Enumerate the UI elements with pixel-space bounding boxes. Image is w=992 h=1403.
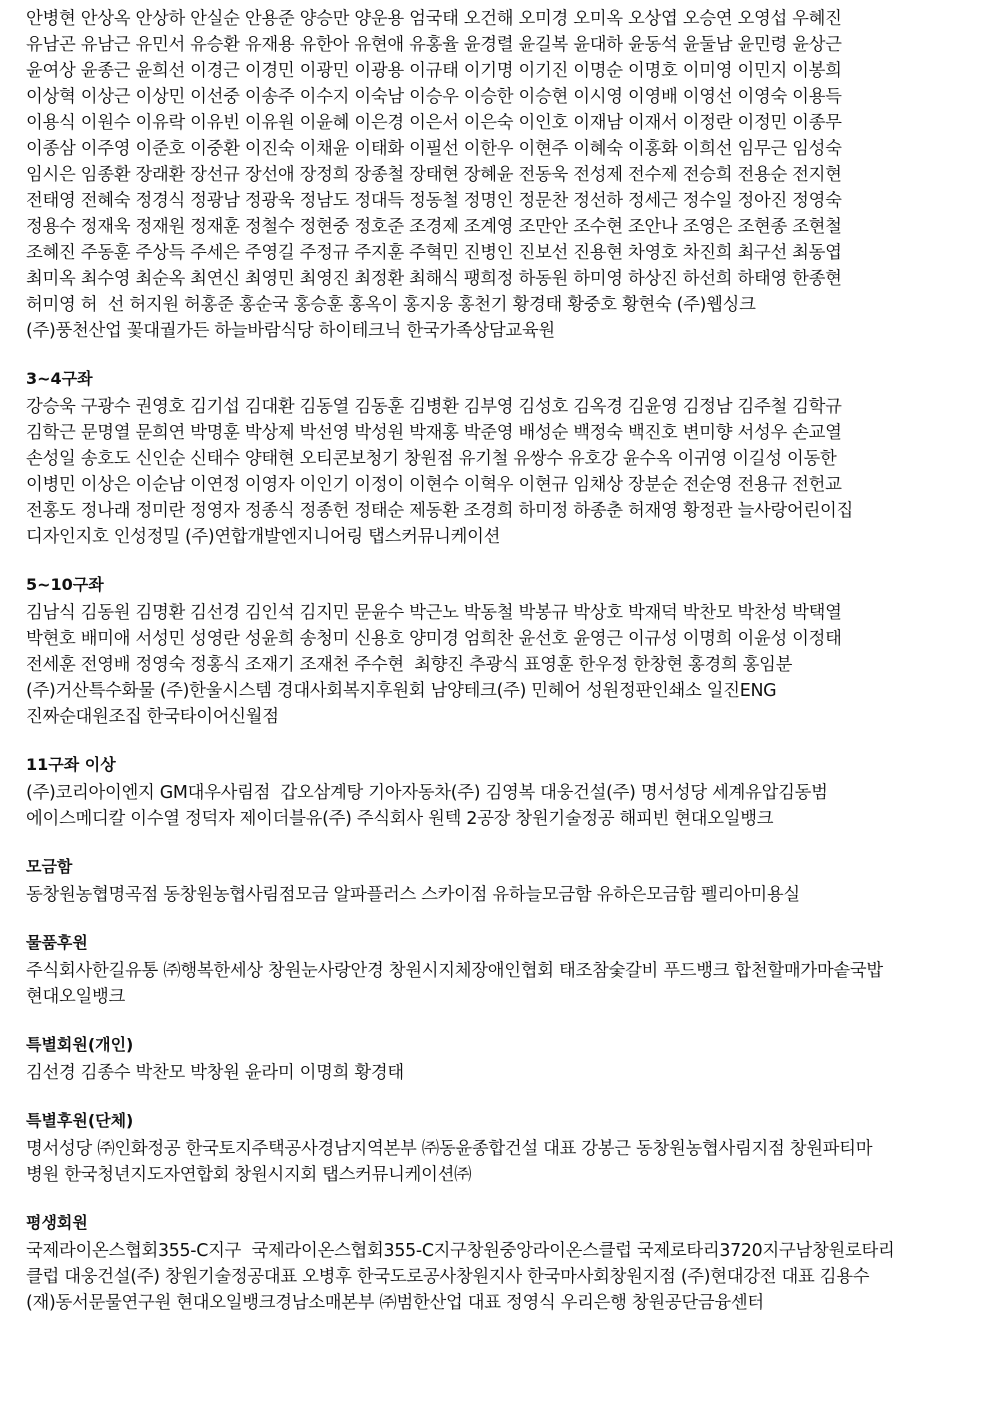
section-heading: 특별후원(단체) [26,1111,134,1130]
name-line: 전세훈 전영배 정영숙 정홍식 조재기 조재천 주수현 최향진 추광식 표영훈 한우정 한창현 홍경희 홍임분 [26,655,793,675]
name-line: 국제라이온스협회355-C지구 국제라이온스협회355-C지구창원중앙라이온스클럽 국제로타리3720지구남창원로타리 [26,1241,895,1261]
name-lines [26,394,970,550]
section-heading: 모금함 [26,857,73,876]
name-lines [26,6,970,344]
name-line: (재)동서문물연구원 현대오일뱅크경남소매본부 ㈜범한산업 대표 정영식 우리은행 창원공단금융센터 [26,1293,764,1313]
name-line: 박현호 배미애 서성민 성영란 성윤희 송청미 신용호 양미경 엄희찬 윤선호 윤영근 이규성 이명희 이윤성 이정태 [26,629,842,649]
section-lifetime-members [26,1210,970,1316]
name-line: 이종삼 이주영 이준호 이중환 이진숙 이채윤 이태화 이필선 이한우 이현주 이혜숙 이홍화 이희선 임무근 임성숙 [26,139,842,159]
section-3-4 [26,366,970,550]
section-heading: 5~10구좌 [26,575,104,594]
name-line: 임시은 임종환 장래환 장선규 장선애 장정희 장종철 장태현 장혜윤 전동욱 전성제 전수제 전승희 전용순 전지현 [26,165,842,185]
name-line: 최미옥 최수영 최순옥 최연신 최영민 최영진 최정환 최해식 팽희정 하동원 하미영 하상진 하선희 하태영 한종현 [26,269,842,289]
section-heading: 물품후원 [26,933,88,952]
name-line: 병원 한국청년지도자연합회 창원시지회 탭스커뮤니케이션㈜ [26,1165,472,1185]
name-lines [26,1136,970,1188]
section-heading: 평생회원 [26,1213,88,1232]
section-special-group [26,1108,970,1188]
section-intro [26,6,970,344]
name-line: 클럽 대웅건설(주) 창원기술정공대표 오병후 한국도로공사창원지사 한국마사회창원지점 (주)현대강전 대표 김용수 [26,1267,870,1287]
name-line: 정용수 정재욱 정재원 정재훈 정철수 정현중 정호준 조경제 조계영 조만안 조수현 조안나 조영은 조현종 조현철 [26,217,842,237]
name-line: 현대오일뱅크 [26,987,125,1007]
section-donation-box [26,854,970,908]
name-line: 김학근 문명열 문희연 박명훈 박상제 박선영 박성원 박재홍 박준영 배성순 백정숙 백진호 변미향 서성우 손교열 [26,423,842,443]
name-line: (주)풍천산업 꽃대궐가든 하늘바람식당 하이테크닉 한국가족상담교육원 [26,321,555,341]
name-line: 안병현 안상옥 안상하 안실순 안용준 양승만 양운용 엄국태 오건해 오미경 오미옥 오상엽 오승연 오영섭 우혜진 [26,9,842,29]
name-line: 강승욱 구광수 권영호 김기섭 김대환 김동열 김동훈 김병환 김부영 김성호 김옥경 김윤영 김정남 김주철 김학규 [26,397,842,417]
name-line: 전태영 전혜숙 정경식 정광남 정광욱 정남도 정대득 정동철 정명인 정문찬 정선하 정세근 정수일 정아진 정영숙 [26,191,842,211]
name-line: 이상혁 이상근 이상민 이선중 이송주 이수지 이숙남 이승우 이승한 이승현 이시영 이영배 이영선 이영숙 이용득 [26,87,842,107]
name-lines [26,780,970,832]
name-line: 에이스메디칼 이수열 정덕자 제이더블유(주) 주식회사 원텍 2공장 창원기술정공 해피빈 현대오일뱅크 [26,809,774,829]
section-11-plus [26,752,970,832]
name-line: 명서성당 ㈜인화정공 한국토지주택공사경남지역본부 ㈜동윤종합건설 대표 강봉근 동창원농협사림지점 창원파티마 [26,1139,873,1159]
name-line: 손성일 송호도 신인순 신태수 양태현 오티콘보청기 창원점 유기철 유쌍수 유호강 윤수옥 이귀영 이길성 이동한 [26,449,837,469]
name-line: 유남곤 유남근 유민서 유승환 유재용 유한아 유현애 유홍율 윤경렬 윤길복 윤대하 윤동석 윤둘남 윤민령 윤상근 [26,35,842,55]
section-5-10 [26,572,970,730]
name-lines [26,1060,970,1086]
name-line: 이병민 이상은 이순남 이연정 이영자 이인기 이정이 이현수 이혁우 이현규 임채상 장분순 전순영 전용규 전헌교 [26,475,842,495]
name-line: 이용식 이원수 이유락 이유빈 이유원 이윤혜 이은경 이은서 이은숙 이인호 이재남 이재서 이정란 이정민 이종무 [26,113,842,133]
name-line: 주식회사한길유통 ㈜행복한세상 창원눈사랑안경 창원시지체장애인협회 태조참숯갈비 푸드뱅크 합천할매가마솥국밥 [26,961,883,981]
section-heading: 3~4구좌 [26,369,93,388]
name-line: (주)거산특수화물 (주)한울시스템 경대사회복지후원회 남양테크(주) 민헤어 성원정판인쇄소 일진ENG [26,681,777,701]
section-heading: 특별회원(개인) [26,1035,134,1054]
name-line: 전홍도 정나래 정미란 정영자 정종식 정종헌 정태순 제동환 조경희 하미정 하종춘 허재영 황정관 늘사랑어린이집 [26,501,853,521]
name-line: 동창원농협명곡점 동창원농협사림점모금 알파플러스 스카이점 유하늘모금함 유하은모금함 펠리아미용실 [26,885,800,905]
name-line: 조혜진 주동훈 주상득 주세은 주영길 주정규 주지훈 주혁민 진병인 진보선 진용현 차영호 차진희 최구선 최동엽 [26,243,842,263]
name-line: 허미영 허 선 허지원 허홍준 홍순국 홍승훈 홍옥이 홍지웅 홍천기 황경태 황중호 황현숙 (주)웹싱크 [26,295,756,315]
section-heading: 11구좌 이상 [26,755,116,774]
name-line: (주)코리아이엔지 GM대우사림점 갑오삼계탕 기아자동차(주) 김영복 대웅건설(주) 명서성당 세계유압김동범 [26,783,828,803]
name-line: 윤여상 윤종근 윤희선 이경근 이경민 이광민 이광용 이규태 이기명 이기진 이명순 이명호 이미영 이민지 이봉희 [26,61,842,81]
name-lines [26,882,970,908]
name-lines [26,600,970,730]
section-goods-donation [26,930,970,1010]
name-line: 진짜순대원조집 한국타이어신월점 [26,707,279,727]
name-line: 디자인지호 인성정밀 (주)연합개발엔지니어링 탭스커뮤니케이션 [26,527,501,547]
name-lines [26,958,970,1010]
name-lines [26,1238,970,1316]
name-line: 김남식 김동원 김명환 김선경 김인석 김지민 문윤수 박근노 박동철 박봉규 박상호 박재덕 박찬모 박찬성 박택열 [26,603,842,623]
section-special-individual [26,1032,970,1086]
name-line: 김선경 김종수 박찬모 박창원 윤라미 이명희 황경태 [26,1063,404,1083]
